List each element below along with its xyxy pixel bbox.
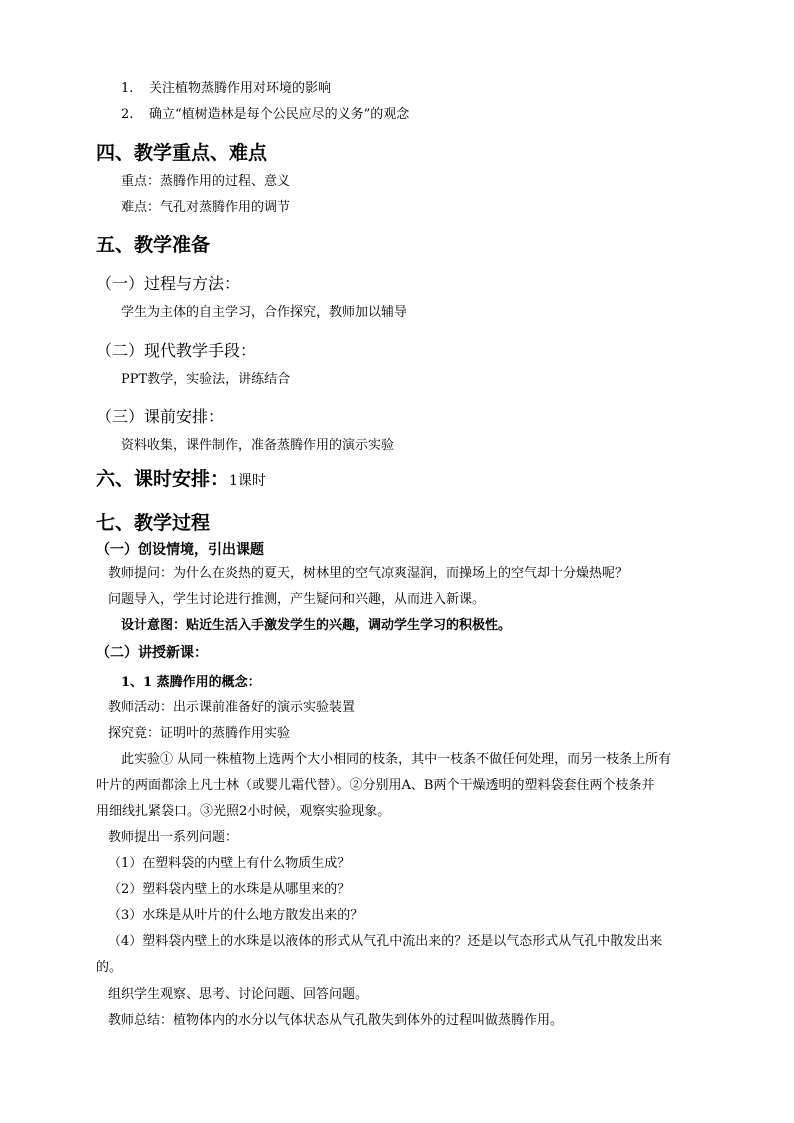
section-6-value: 1课时: [229, 473, 266, 489]
question-intro: 问题导入，学生讨论进行推测，产生疑问和兴趣，从而进入新课。: [108, 592, 486, 607]
sec5-sub1-heading: （一）过程与方法：: [96, 274, 241, 293]
section-5-heading: 五、教学准备: [96, 234, 211, 256]
experiment-line-1: 此实验① 从同一株植物上选两个大小相同的枝条，其中一枝条不做任何处理，而另一枝条上所有: [121, 752, 672, 767]
inquiry-line: 探究竟：证明叶的蒸腾作用实验: [108, 726, 291, 741]
question-4-line-2: 的。: [96, 960, 123, 975]
question-4-line-1: （4）塑料袋内壁上的水珠是以液体的形式从气孔中流出来的？还是以气态形式从气孔中散发出来: [108, 934, 663, 949]
section-7-heading: 七、教学过程: [96, 512, 211, 534]
sec5-sub3-text: 资料收集，课件制作，准备蒸腾作用的演示实验: [121, 438, 395, 453]
goal-text: 确立“植树造林是每个公民应尽的义务”的观念: [149, 107, 410, 122]
section-6-title: 六、课时安排：: [96, 468, 230, 490]
experiment-line-3: 用细线扎紧袋口。③光照2小时候，观察实验现象。: [96, 804, 391, 819]
teacher-summary: 教师总结：植物体内的水分以气体状态从气孔散失到体外的过程叫做蒸腾作用。: [108, 1013, 564, 1028]
question-1: （1）在塑料袋的内壁上有什么物质生成？: [108, 856, 351, 871]
concept-heading: 1、1 蒸腾作用的概念：: [121, 675, 261, 690]
sec7-sub2-heading: （二）讲授新课：: [96, 645, 208, 661]
goal-item-2: [121, 106, 409, 124]
goal-number: 1.: [121, 81, 134, 96]
teacher-question: 教师提问：为什么在炎热的夏天，树林里的空气凉爽湿润，而操场上的空气却十分燥热呢？: [108, 566, 629, 581]
sec5-sub3-heading: （三）课前安排：: [96, 407, 225, 426]
questions-intro: 教师提出一系列问题：: [108, 830, 239, 845]
section-6-heading: [96, 467, 266, 493]
sec5-sub2-text: PPT教学，实验法，讲练结合: [121, 372, 291, 387]
question-3: （3）水珠是从叶片的什么地方散发出来的？: [108, 908, 364, 923]
goal-number: 2.: [121, 107, 134, 122]
organize-line: 组织学生观察、思考、讨论问题、回答问题。: [108, 987, 369, 1002]
goal-item-1: [121, 80, 331, 98]
sec5-sub1-text: 学生为主体的自主学习，合作探究，教师加以辅导: [121, 305, 408, 320]
key-point: 重点：蒸腾作用的过程、意义: [121, 174, 291, 189]
design-intent: 设计意图：贴近生活入手激发学生的兴趣，调动学生学习的积极性。: [121, 618, 512, 633]
teacher-activity: 教师活动：出示课前准备好的演示实验装置: [108, 700, 356, 715]
goal-text: 关注植物蒸腾作用对环境的影响: [149, 81, 332, 96]
sec7-sub1-heading: （一）创设情境，引出课题: [96, 542, 264, 558]
sec5-sub2-heading: （二）现代教学手段：: [96, 341, 257, 360]
question-2: （2）塑料袋内壁上的水珠是从哪里来的？: [108, 882, 351, 897]
section-4-heading: 四、教学重点、难点: [96, 142, 268, 164]
difficult-point: 难点：气孔对蒸腾作用的调节: [121, 200, 291, 215]
experiment-line-2: 叶片的两面都涂上凡士林（或婴儿霜代替）。②分别用A、B两个干燥透明的塑料袋套住两个枝条并: [96, 778, 655, 793]
